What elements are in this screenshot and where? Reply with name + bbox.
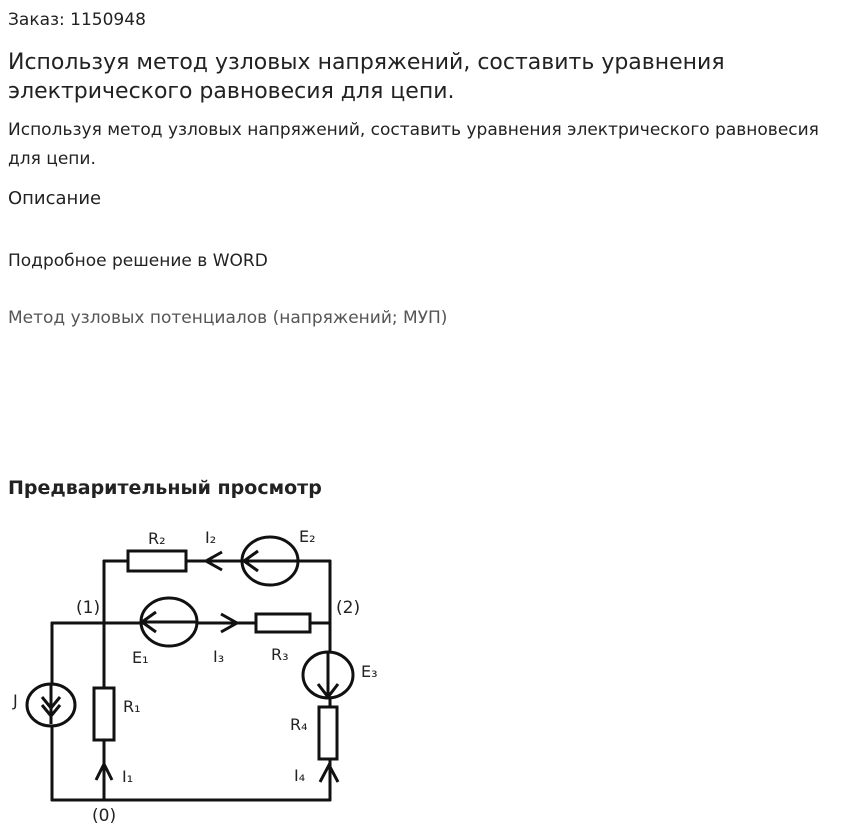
label-i4: I₄ [294, 766, 306, 785]
resistor-r1 [94, 688, 114, 740]
label-e1: E₁ [132, 648, 149, 667]
label-j: J [13, 691, 18, 710]
label-r3: R₃ [271, 645, 289, 664]
label-node0: (0) [92, 806, 117, 826]
method-text: Метод узловых потенциалов (напряжений; МУП) [8, 308, 448, 328]
preview-heading: Предварительный просмотр [8, 477, 322, 499]
description-section-label: Описание [8, 188, 102, 209]
resistor-r4 [319, 707, 337, 759]
label-i3: I₃ [213, 647, 225, 666]
label-i2: I₂ [205, 528, 217, 547]
label-r2: R₂ [148, 529, 166, 548]
label-r1: R₁ [123, 697, 141, 716]
label-r4: R₄ [290, 715, 308, 734]
label-e3: E₃ [361, 662, 378, 681]
resistor-r2 [128, 551, 186, 571]
order-number: Заказ: 1150948 [8, 10, 146, 30]
label-e2: E₂ [299, 527, 316, 546]
label-node1: (1) [76, 598, 101, 618]
label-i1: I₁ [122, 767, 134, 786]
resistor-r3 [256, 614, 310, 632]
label-node2: (2) [336, 598, 361, 618]
task-description: Используя метод узловых напряжений, составить уравнения электрического равновесия для цепи. [8, 120, 819, 169]
detail-text: Подробное решение в WORD [8, 251, 268, 271]
page-title: Используя метод узловых напряжений, составить уравнения электрического равновесия для цепи. [8, 50, 725, 104]
circuit-diagram [0, 515, 400, 834]
